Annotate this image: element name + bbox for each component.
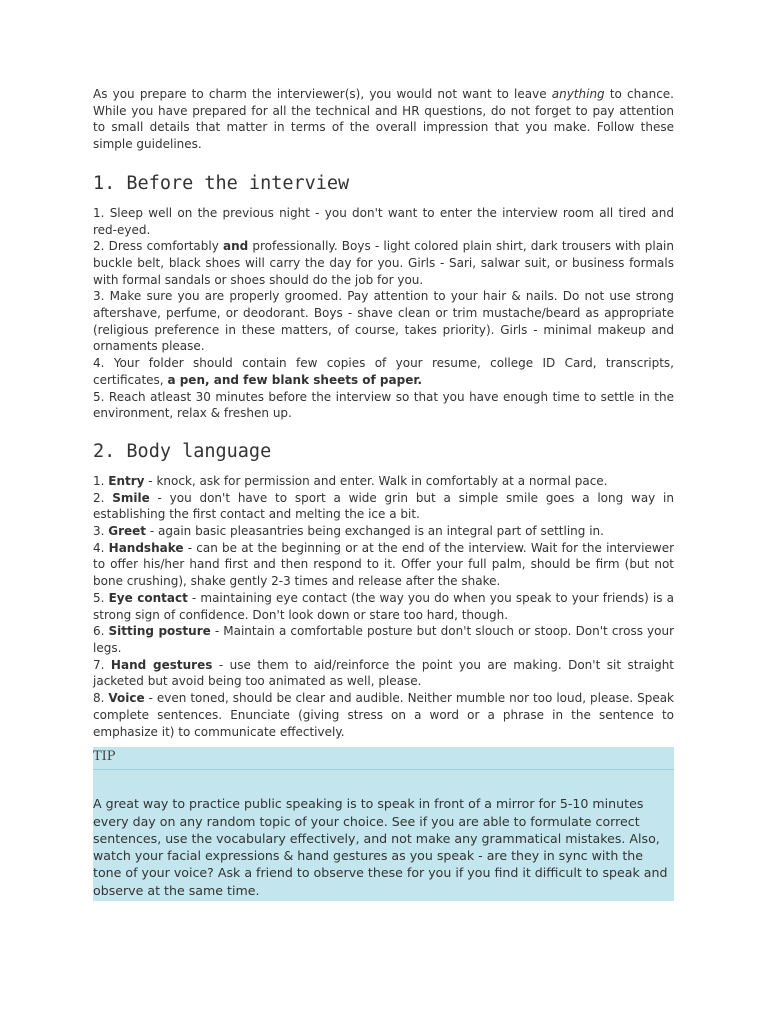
item-number: 1. <box>93 473 109 488</box>
item-text: - Maintain a comfortable posture but don't slouch or stoop. Don't cross your legs. <box>93 624 675 655</box>
item-term: Sitting posture <box>108 624 211 639</box>
body-language-item <box>93 690 674 740</box>
section-1-item-3: 3. Make sure you are properly groomed. Pay attention to your hair & nails. Do not use strong aftershave, perfume, or deodorant. Boys - shave clean or trim mustache/beard as appropriate (religious preference in these matters, of course, takes priority). Girls - minimal makeup and ornaments please. <box>93 289 674 354</box>
intro-text-2: to chance. While you have prepared for all the technical and HR questions, do not forget to pay attention to small details that matter in terms of the overall impression that you make. Follow these simple guidelines. <box>93 87 674 152</box>
section-1-item-4 <box>93 355 674 388</box>
document-page <box>93 86 674 901</box>
item-text: - maintaining eye contact (the way you do when you speak to your friends) is a strong sign of confidence. Don't look down or stare too hard, though. <box>93 590 675 622</box>
body-language-item <box>93 523 674 540</box>
body-language-item <box>93 490 674 523</box>
section-1-item-1: 1. Sleep well on the previous night - you don't want to enter the interview room all tired and red-eyed. <box>93 205 674 237</box>
body-language-item <box>93 590 674 623</box>
section-1-item-2 <box>93 238 674 288</box>
section-1-heading: 1. Before the interview <box>93 172 350 194</box>
section-1-list <box>93 205 674 422</box>
item-term: Eye contact <box>108 590 188 605</box>
item-number: 8. <box>93 691 109 706</box>
tip-title: TIP <box>93 747 674 770</box>
section-2-heading: 2. Body language <box>93 440 272 462</box>
body-language-item <box>93 623 674 656</box>
item-term: Entry <box>108 473 145 488</box>
body-language-item <box>93 540 674 590</box>
item-number: 3. <box>93 524 109 539</box>
section-1-item-5: 5. Reach atleast 30 minutes before the interview so that you have enough time to settle in the environment, relax & freshen up. <box>93 389 674 421</box>
item-number: 4. <box>93 540 109 555</box>
tip-body: A great way to practice public speaking is to speak in front of a mirror for 5-10 minutes every day on any random topic of your choice. See if you are able to formulate correct sentences, use the vocabulary effectively, and not make any grammatical mistakes. Also, watch your facial expressions & hand gestures as you speak - are they in sync with the tone of your voice? Ask a friend to observe these for you if you find it difficult to speak and observe at the same time. <box>93 796 668 898</box>
body-language-item <box>93 473 674 490</box>
item-term: Greet <box>108 524 147 539</box>
intro-text-1: As you prepare to charm the interviewer(s), you would not want to leave <box>93 87 552 101</box>
body-language-item <box>93 657 674 690</box>
item-text: - knock, ask for permission and enter. Walk in comfortably at a normal pace. <box>144 473 608 488</box>
item-term: Voice <box>108 691 145 706</box>
tip-box <box>93 747 674 901</box>
item-text: - again basic pleasantries being exchanged is an integral part of settling in. <box>146 524 604 539</box>
item-2-text-a: 2. Dress comfortably <box>93 239 223 254</box>
item-text: - you don't have to sport a wide grin but a simple smile goes a long way in establishing the first contact and melting the ice a bit. <box>93 490 674 522</box>
item-number: 5. <box>93 590 109 605</box>
item-number: 6. <box>93 624 109 639</box>
item-text: - can be at the beginning or at the end of the interview. Wait for the interviewer to offer his/her hand first and then respond to it. Offer your full palm, should be firm (but not bone crushing), shake gently 2-3 times and release after the shake. <box>93 540 675 589</box>
item-term: Smile <box>112 490 150 505</box>
intro-paragraph <box>93 86 674 153</box>
item-2-bold: and <box>222 239 249 254</box>
item-4-bold: a pen, and few blank sheets of paper. <box>167 372 423 387</box>
item-2-text-b: professionally. Boys - light colored plain shirt, dark trousers with plain buckle belt, black shoes will carry the day for you. Girls - Sari, salwar suit, or business formals with formal sandals or shoes should do the job for you. <box>93 239 674 287</box>
item-4-text-a: 4. Your folder should contain few copies of your resume, college ID Card, transcripts, certificates, <box>93 356 674 387</box>
item-number: 7. <box>93 657 111 672</box>
item-text: - use them to aid/reinforce the point you are making. Don't sit straight jacketed but avoid being too animated as well, please. <box>93 657 675 689</box>
item-term: Handshake <box>108 540 184 555</box>
intro-emphasis: anything <box>551 87 605 101</box>
item-term: Hand gestures <box>110 657 213 672</box>
section-2-list <box>93 473 674 740</box>
item-number: 2. <box>93 490 113 505</box>
item-text: - even toned, should be clear and audible. Neither mumble nor too loud, please. Speak complete sentences. Enunciate (giving stress on a word or a phrase in the sentence to emphasize it) to communicate effectively. <box>93 691 675 739</box>
